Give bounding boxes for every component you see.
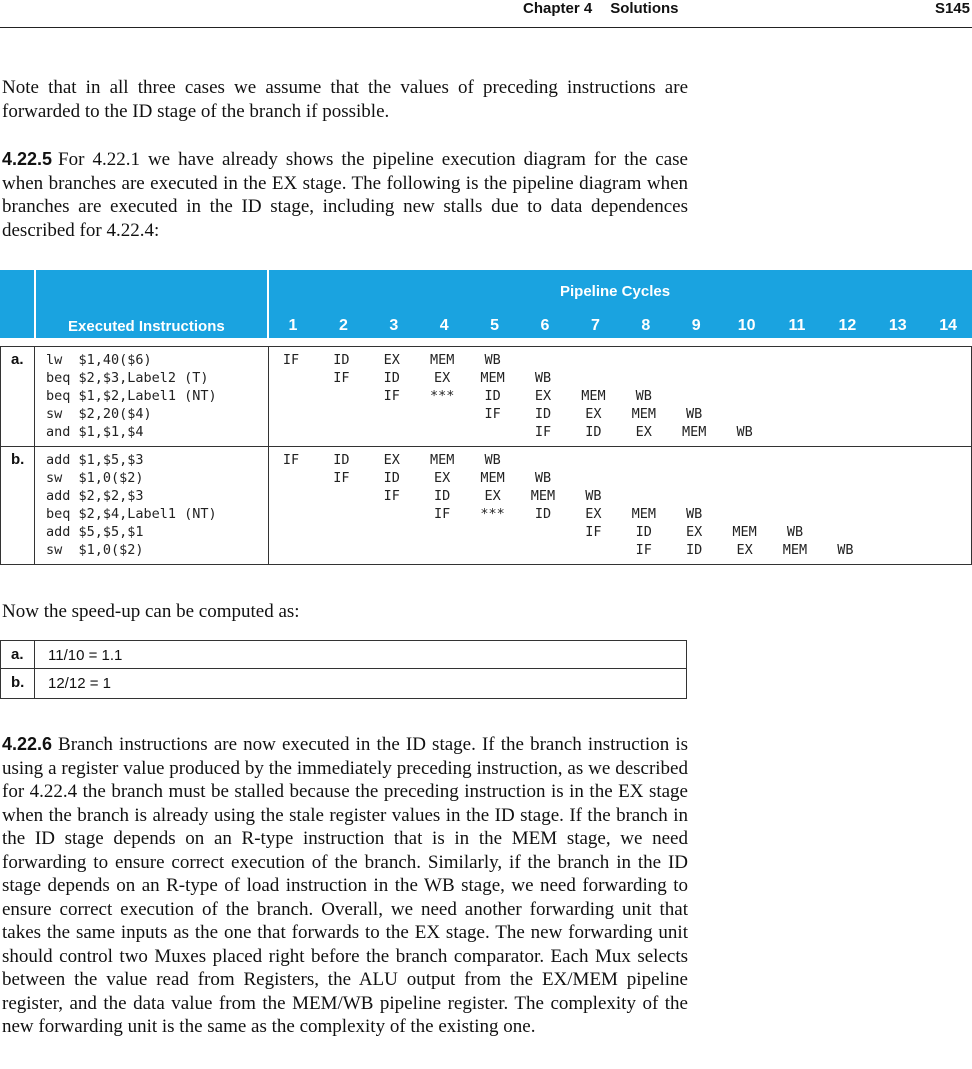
instruction-row (1, 469, 971, 487)
stage-cell: EX (434, 470, 451, 486)
cycle-header: 1 (288, 317, 298, 334)
section-text: For 4.22.1 we have already shows the pipeline execution diagram for the case when branches are executed in the EX stage. The following is the pipeline diagram when branches are executed in the ID stage, including new stalls due to data dependences described for 4.22.4: (2, 149, 688, 241)
page-header (0, 0, 972, 28)
stage-cell: IF (333, 370, 350, 386)
instruction-row (1, 387, 971, 405)
pipeline-table (0, 270, 972, 565)
group-label: a. (1, 347, 35, 446)
instruction-text: beq $2,$3,Label2 (T) (46, 370, 209, 386)
stage-cell: EX (383, 352, 400, 368)
speedup-intro: Now the speed-up can be computed as: (2, 601, 300, 622)
group-label: b. (1, 447, 35, 564)
instruction-text: sw $2,20($4) (46, 406, 152, 422)
stage-cell: IF (383, 488, 400, 504)
section-text: Branch instructions are now executed in the ID stage. If the branch instruction is using a register value produced by the immediately preceding instruction, as we described for 4.22.4 the branch must be stalled because the preceding instruction is in the EX stage when the branch is already using the stale register values in the ID stage. If the branch in the ID stage depends on an R-type instruction that is in the MEM stage, we need forwarding to ensure correct execution of the branch. Similarly, if the branch in the ID stage depends on an R-type of load instruction in the WB stage, we need forwarding to ensure correct execution of the branch. Overall, we need another forwarding unit that takes the same inputs as the one that forwards to the EX stage. The new forwarding unit should control two Muxes placed right before the branch comparator. Each Mux selects between the value read from Registers, the ALU output from the EX/MEM pipeline register, and the data value from the MEM/WB pipeline register. The complexity of the new forwarding unit is the same as the complexity of the existing one. (2, 734, 688, 1037)
stage-cell: EX (686, 524, 703, 540)
instruction-row (1, 541, 971, 559)
cycle-header: 14 (939, 317, 958, 334)
stage-cell: MEM (530, 488, 556, 504)
page-number: S145 (934, 0, 970, 17)
stage-cell: EX (585, 506, 602, 522)
cycle-header: 10 (737, 317, 756, 334)
instruction-row (1, 451, 971, 469)
section-label: Solutions (610, 0, 679, 17)
cycle-header: 3 (389, 317, 399, 334)
stage-cell: ID (383, 370, 400, 386)
stage-cell: WB (686, 406, 703, 422)
stage-cell: ID (434, 488, 451, 504)
instruction-row (1, 351, 971, 369)
instruction-row (1, 423, 971, 441)
stage-cell: ID (635, 524, 652, 540)
stage-cell: IF (434, 506, 451, 522)
stage-cell: MEM (480, 470, 505, 486)
stage-cell: IF (484, 406, 501, 422)
stage-cell: ID (534, 506, 552, 522)
stage-cell: EX (434, 370, 451, 386)
speedup-table (0, 640, 687, 699)
executed-instructions-header: Executed Instructions (68, 318, 225, 335)
stage-cell: WB (736, 424, 753, 440)
section-number: 4.22.5 (2, 149, 53, 169)
instruction-text: beq $1,$2,Label1 (NT) (46, 388, 217, 404)
section-number: 4.22.6 (2, 734, 53, 754)
instruction-row (1, 523, 971, 541)
stage-cell: EX (383, 452, 400, 468)
speedup-value: 12/12 = 1 (48, 675, 111, 692)
instruction-row (1, 487, 971, 505)
stage-cell: ID (585, 424, 602, 440)
cycle-header: 8 (641, 317, 651, 334)
stage-cell: WB (635, 388, 652, 404)
pipeline-group (0, 447, 972, 565)
stage-cell: IF (585, 524, 602, 540)
stage-cell: ID (534, 406, 552, 422)
stage-cell: WB (585, 488, 602, 504)
speedup-row (0, 669, 687, 699)
stage-cell: WB (484, 352, 501, 368)
pipeline-cycles-header: Pipeline Cycles (560, 283, 671, 300)
instruction-text: add $1,$5,$3 (46, 452, 144, 468)
speedup-label: b. (1, 669, 35, 698)
instruction-text: sw $1,0($2) (46, 470, 144, 486)
stage-cell: IF (282, 452, 300, 468)
instruction-text: lw $1,40($6) (46, 352, 152, 368)
cycle-header: 12 (838, 317, 857, 334)
cycle-header: 6 (540, 317, 550, 334)
stage-cell: MEM (631, 506, 656, 522)
stage-cell: EX (635, 424, 652, 440)
section-4226-paragraph (2, 733, 688, 1039)
instruction-row (1, 405, 971, 423)
stage-cell: MEM (581, 388, 606, 404)
cycle-header: 7 (590, 317, 600, 334)
stage-cell: MEM (732, 524, 757, 540)
instruction-text: beq $2,$4,Label1 (NT) (46, 506, 217, 522)
instruction-row (1, 505, 971, 523)
cycle-header: 4 (439, 317, 449, 334)
speedup-label: a. (1, 641, 35, 668)
cycle-header: 11 (788, 317, 806, 334)
stage-cell: MEM (782, 542, 808, 558)
stage-cell: WB (484, 452, 501, 468)
stage-cell: WB (534, 470, 552, 486)
cycle-header: 2 (338, 317, 348, 334)
stage-cell: ID (333, 452, 350, 468)
chapter-label: Chapter 4 (523, 0, 593, 17)
stage-cell: ID (484, 388, 501, 404)
instruction-row (1, 369, 971, 387)
speedup-row (0, 640, 687, 669)
instruction-text: sw $1,0($2) (46, 542, 144, 558)
pipeline-table-header (0, 270, 972, 338)
stage-cell: WB (786, 524, 804, 540)
stage-cell: EX (484, 488, 501, 504)
stage-cell: ID (333, 352, 350, 368)
stage-cell: EX (585, 406, 602, 422)
stage-cell: MEM (631, 406, 656, 422)
stage-cell: IF (635, 542, 652, 558)
stage-cell: WB (686, 506, 703, 522)
speedup-value: 11/10 = 1.1 (48, 647, 123, 664)
stage-cell: ID (383, 470, 400, 486)
stage-cell: MEM (429, 452, 455, 468)
stage-cell: WB (534, 370, 552, 386)
stage-cell: ID (686, 542, 703, 558)
cycle-header: 9 (691, 317, 701, 334)
stage-cell: IF (282, 352, 300, 368)
stage-cell: *** (480, 506, 505, 522)
pipeline-group (0, 346, 972, 447)
stage-cell: MEM (429, 352, 455, 368)
stage-cell: *** (429, 388, 455, 404)
stage-cell: MEM (480, 370, 505, 386)
stage-cell: IF (534, 424, 552, 440)
instruction-text: and $1,$1,$4 (46, 424, 144, 440)
running-head (523, 0, 697, 17)
stage-cell: EX (736, 542, 753, 558)
stage-cell: MEM (681, 424, 707, 440)
stage-cell: WB (837, 542, 854, 558)
stage-cell: IF (333, 470, 350, 486)
cycle-header: 5 (490, 317, 500, 334)
section-4225-paragraph (2, 148, 688, 242)
instruction-text: add $2,$2,$3 (46, 488, 144, 504)
stage-cell: EX (534, 388, 552, 404)
stage-cell: IF (383, 388, 400, 404)
intro-paragraph: Note that in all three cases we assume that the values of preceding instructions are forwarded to the ID stage of the branch if possible. (2, 77, 688, 122)
instruction-text: add $5,$5,$1 (46, 524, 144, 540)
cycle-header: 13 (888, 317, 907, 334)
